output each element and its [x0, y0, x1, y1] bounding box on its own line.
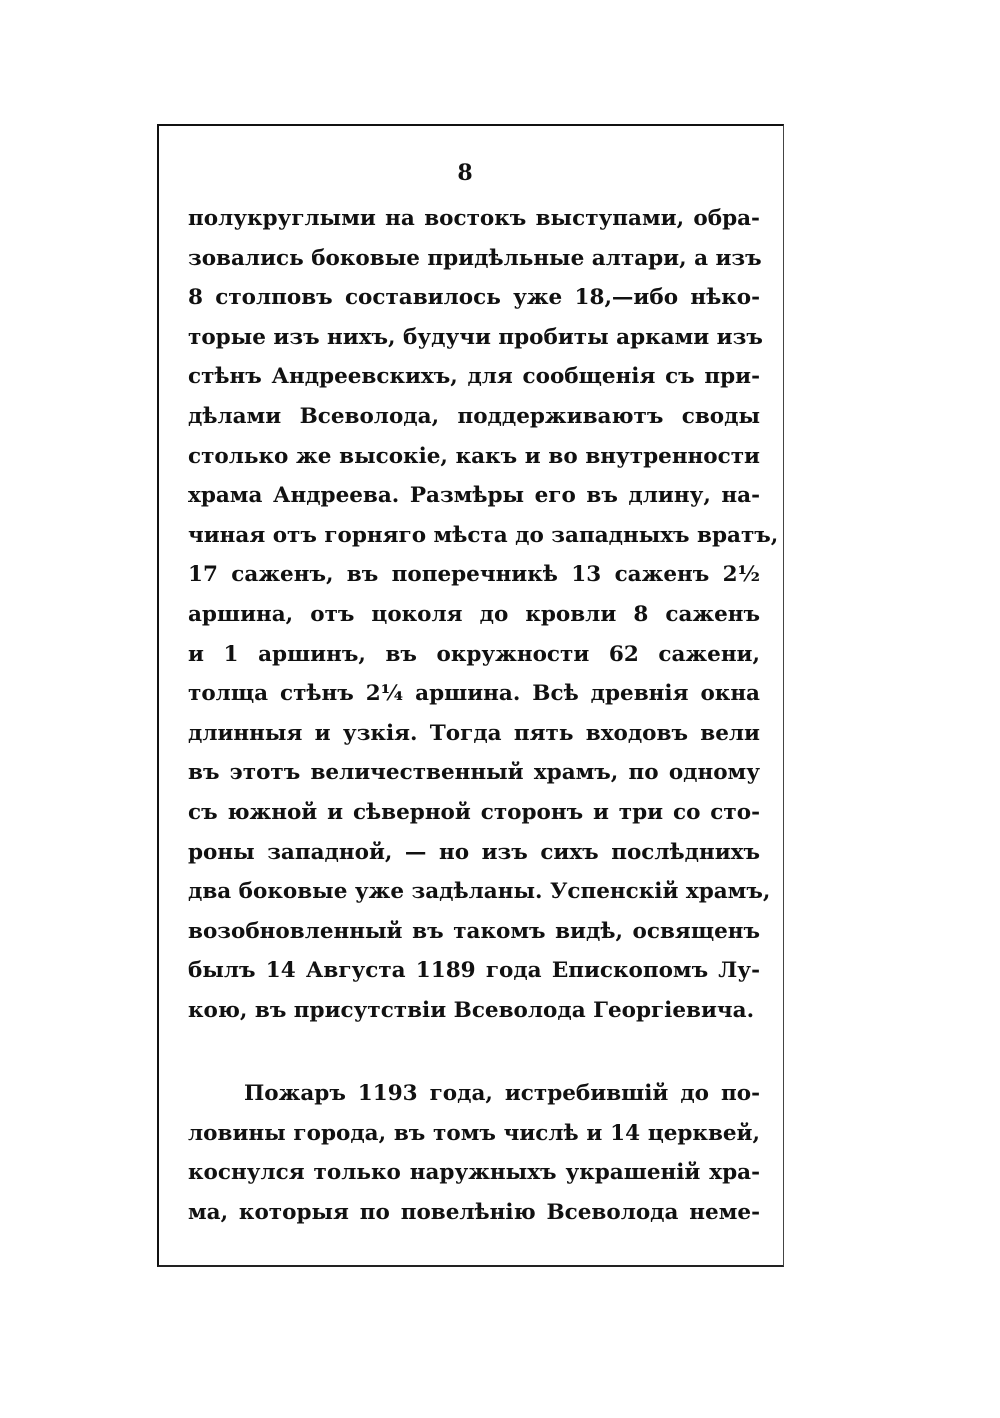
text-line: аршина, отъ цоколя до кровли 8 саженъ: [188, 601, 760, 627]
text-line: 8 столповъ составилось уже 18,—ибо нѣко-: [188, 285, 760, 311]
text-line: былъ 14 Августа 1189 года Епископомъ Лу-: [188, 958, 760, 984]
text-line: длинныя и узкія. Тогда пять входовъ вели: [188, 720, 760, 746]
text-line: храма Андреева. Размѣры его въ длину, на-: [188, 483, 760, 509]
text-line: два боковые уже задѣланы. Успенскій храмъ,: [188, 879, 771, 905]
text-line: ловины города, въ томъ числѣ и 14 церквей,: [188, 1120, 760, 1146]
text-line: 17 саженъ, въ поперечникѣ 13 саженъ 2½: [188, 562, 760, 588]
text-line: съ южной и сѣверной сторонъ и три со сто-: [188, 799, 760, 825]
paragraph-1: [188, 199, 779, 1030]
text-line: торые изъ нихъ, будучи пробиты арками изъ: [188, 324, 763, 350]
text-line: ма, которыя по повелѣнію Всеволода неме-: [188, 1199, 760, 1225]
text-line: толща стѣнъ 2¼ аршина. Всѣ древнія окна: [188, 681, 760, 707]
page-number: 8: [457, 160, 473, 186]
text-line: возобновленный въ такомъ видѣ, освященъ: [188, 918, 760, 944]
paragraph-2: [188, 1074, 760, 1232]
text-line: и 1 аршинъ, въ окружности 62 сажени,: [188, 641, 760, 667]
text-line: столько же высокіе, какъ и во внутренности: [188, 443, 760, 469]
text-line: стѣнъ Андреевскихъ, для сообщенія съ при-: [188, 364, 760, 390]
text-line: дѣлами Всеволода, поддерживаютъ своды: [188, 403, 760, 429]
text-line: зовались боковые придѣльные алтари, а изъ: [188, 245, 762, 271]
text-line: коснулся только наружныхъ украшеній хра-: [188, 1160, 760, 1186]
text-line: полукруглыми на востокъ выступами, обра-: [188, 206, 760, 231]
text-line: чиная отъ горняго мѣста до западныхъ вратъ,: [188, 522, 779, 548]
text-line: кою, въ присутствіи Всеволода Георгіевича.: [188, 997, 755, 1023]
text-line: роны западной, — но изъ сихъ послѣднихъ: [188, 839, 760, 865]
text-line: Пожаръ 1193 года, истребившій до по-: [244, 1081, 760, 1106]
text-line: въ этотъ величественный храмъ, по одному: [188, 760, 760, 786]
